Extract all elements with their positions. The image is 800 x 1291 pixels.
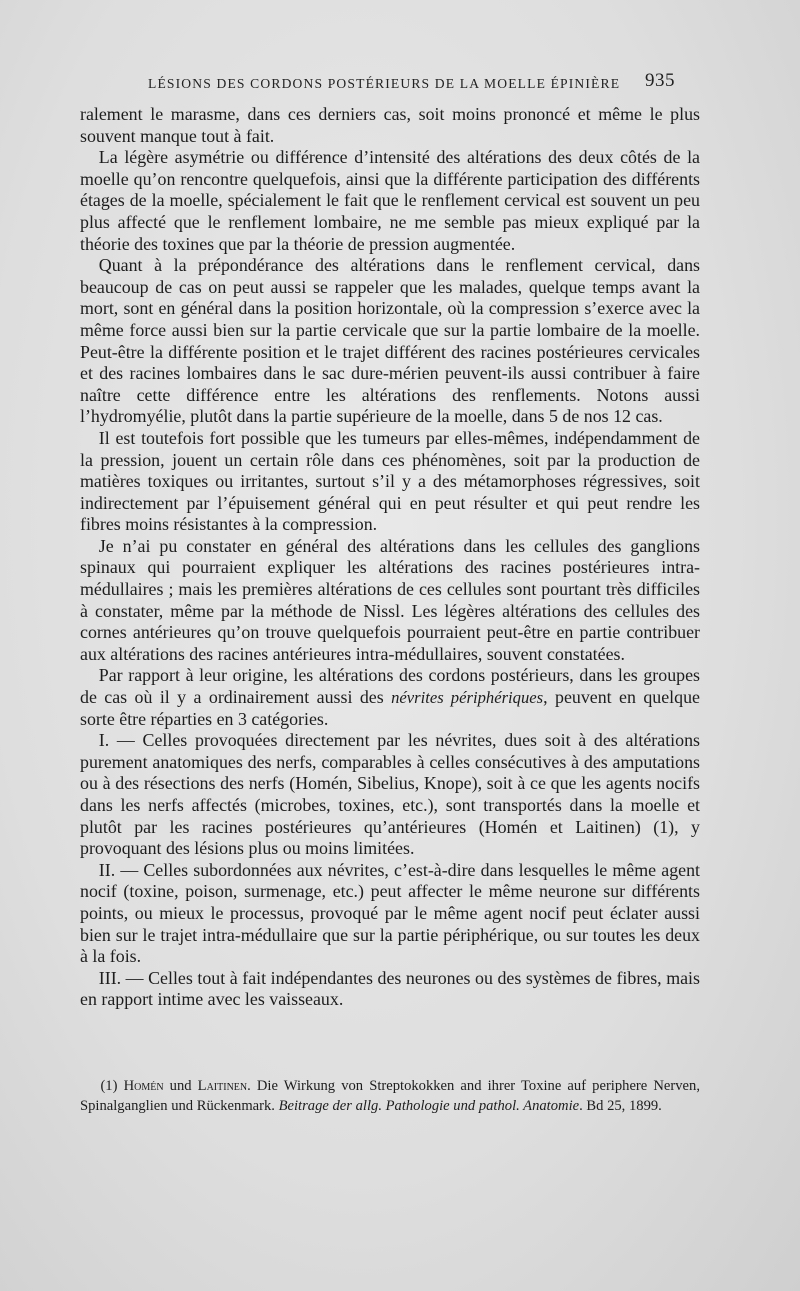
running-head-title: LÉSIONS DES CORDONS POSTÉRIEURS DE LA MOELLE ÉPINIÈRE [148, 76, 621, 91]
footnote [80, 1076, 700, 1116]
paragraph-tumours: Il est toutefois fort possible que les tumeurs par elles-mêmes, indépendamment de la pression, jouent un certain rôle dans ces phénomènes, soit par la production de matières toxiques ou irritantes, surtout s’il y a des métamorphoses régressives, soit indirectement par l’épuisement général qui en peut résulter et qui peut rendre les fibres moins résistantes à la compression. [80, 427, 700, 535]
category-item-3: III. — Celles tout à fait indépendantes des neurones ou des systèmes de fibres, mais en rapport intime avec les vaisseaux. [80, 967, 700, 1010]
paragraph-continuation: ralement le marasme, dans ces derniers cas, soit moins prononcé et même le plus souvent manque tout à fait. [80, 104, 700, 146]
origin-text-before: Par rapport à leur origine, les altérations des cordons postérieurs, dans les groupes de cas où il y a ordinairement aussi des [80, 665, 700, 708]
footnote-author-1: Homén [123, 1078, 164, 1094]
paragraph-asymmetry: La légère asymétrie ou différence d’intensité des altérations des deux côtés de la moelle qu’on rencontre quelquefois, ainsi que la différente participation des différents étages de la moelle, spécialement le fait que le renflement cervical est souvent un peu plus affecté que le renflement lombaire, ne me semble pas mieux expliqué par la théorie des toxines que par la théorie de pression augmentée. [80, 147, 700, 254]
footnote-title: . Die Wirkung von Streptokokken and ihrer Toxine auf periphere Nerven, Spinalganglien und Rückenmark. [80, 1078, 700, 1114]
origin-text-italic: névrites périphériques [391, 688, 544, 708]
paragraph-cervical-enlargement: Quant à la prépondérance des altérations dans le renflement cervical, dans beaucoup de cas on peut aussi se rappeler que les malades, quelque temps avant la mort, sont en général dans la position horizontale, où la compression s’exerce avec la même force aussi bien sur la partie cervicale que sur la partie lombaire de la moelle. Peut-être la différente position et le trajet différent des racines postérieures cervicales et des racines lombaires dans le sac dure-mérien peuvent-ils aussi contribuer à faire naître cette différence entre les altérations des renflements. Notons aussi l’hydromyélie, plutôt dans la partie supérieure de la moelle, dans 5 de nos 12 cas. [80, 255, 700, 427]
footnote-author-2: Laitinen [197, 1078, 248, 1094]
footnote-volume: . Bd 25, 1899. [579, 1098, 662, 1114]
footnote-entry [80, 1076, 700, 1116]
category-item-1: I. — Celles provoquées directement par les névrites, dues soit à des altérations purement anatomiques des nerfs, comparables à celles consécutives à des amputations ou à des résections des nerfs (Homén, Sibelius, Knope), soit à ce que les agents nocifs dans les nerfs affectés (microbes, toxines, etc.), sont transportés dans la moelle et plutôt par les racines postérieures qu’antérieures (Homén et Laitinen) (1), y provoquant des lésions plus ou moins limitées. [80, 730, 700, 859]
footnote-conjunction: und [169, 1078, 192, 1094]
footnote-marker: (1) [100, 1078, 118, 1094]
paragraph-origin [80, 665, 700, 730]
origin-text-after: , peuvent en quelque sorte être réparties en 3 catégories. [80, 687, 700, 729]
body-text [80, 104, 700, 1011]
category-item-2: II. — Celles subordonnées aux névrites, c’est-à-dire dans lesquelles le même agent nocif (toxine, poison, surmenage, etc.) peut affecter le même neurone sur différents points, ou mieux le processus, provoqué par le même agent nocif peut éclater aussi bien sur le trajet intra-médullaire que sur la partie périphérique, ou sur toutes les deux à la fois. [80, 859, 700, 967]
footnote-journal: Beitrage der allg. Pathologie und pathol. Anatomie [278, 1098, 580, 1114]
paragraph-ganglion-cells: Je n’ai pu constater en général des altérations dans les cellules des ganglions spinaux qui pourraient expliquer les altérations des racines postérieures intra-médullaires ; mais les premières altérations de ces cellules sont pourtant très difficiles à constater, même par la méthode de Nissl. Les légères altérations des cellules des cornes antérieures qu’on trouve quelquefois pourraient peut-être en partie contribuer aux altérations des racines antérieures intra-médullaires, souvent constatées. [80, 535, 700, 664]
page-number: 935 [645, 70, 675, 91]
running-head [0, 70, 800, 96]
